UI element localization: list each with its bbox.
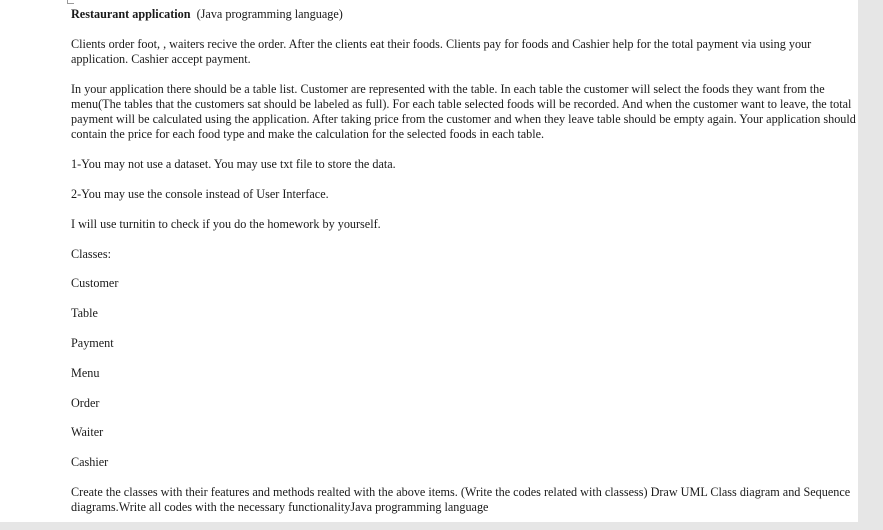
class-item-waiter: Waiter bbox=[71, 425, 104, 440]
paragraph-closing: Create the classes with their features and methods realted with the above items. (Write the codes related with classess) Draw UML Class diagram and Sequence diagrams.Write all codes with the necessary functionalityJava programming language bbox=[71, 484, 851, 515]
paragraph-rule-1: 1-You may not use a dataset. You may use txt file to store the data. bbox=[71, 157, 396, 172]
paragraph-rule-2: 2-You may use the console instead of User Interface. bbox=[71, 187, 329, 201]
paragraph-intro: Clients order foot, , waiters recive the order. After the clients eat their foods. Clients pay for foods and Cashier help for the total payment via using your application. Cashier accept payment. bbox=[71, 36, 812, 66]
document-title: Restaurant application bbox=[71, 7, 191, 21]
text-cursor-mark bbox=[67, 0, 74, 4]
classes-heading: Classes: bbox=[71, 246, 111, 261]
paragraph-requirements: In your application there should be a table list. Customer are represented with the table. In each table the customer will select the foods they want from the menu(The tables that the customers sat should be labeled as full). For each table selected foods will be recorded. And when the customer want to leave, the total payment will be calculated using the application. After taking price from the customer and when they leave table should be empty again. Your application should contain the price for each food type and make the calculation for the selected foods in each table. bbox=[71, 81, 856, 142]
class-item-payment: Payment bbox=[71, 335, 114, 350]
class-item-customer: Customer bbox=[71, 276, 119, 291]
class-item-table: Table bbox=[71, 306, 98, 321]
paragraph-turnitin: I will use turnitin to check if you do the homework by yourself. bbox=[71, 216, 381, 231]
document-title-note: (Java programming language) bbox=[196, 7, 343, 21]
class-item-order: Order bbox=[71, 395, 100, 410]
document-body bbox=[71, 7, 857, 530]
document-title-line bbox=[71, 7, 857, 22]
class-item-cashier: Cashier bbox=[71, 455, 109, 470]
class-item-menu: Menu bbox=[71, 365, 100, 380]
